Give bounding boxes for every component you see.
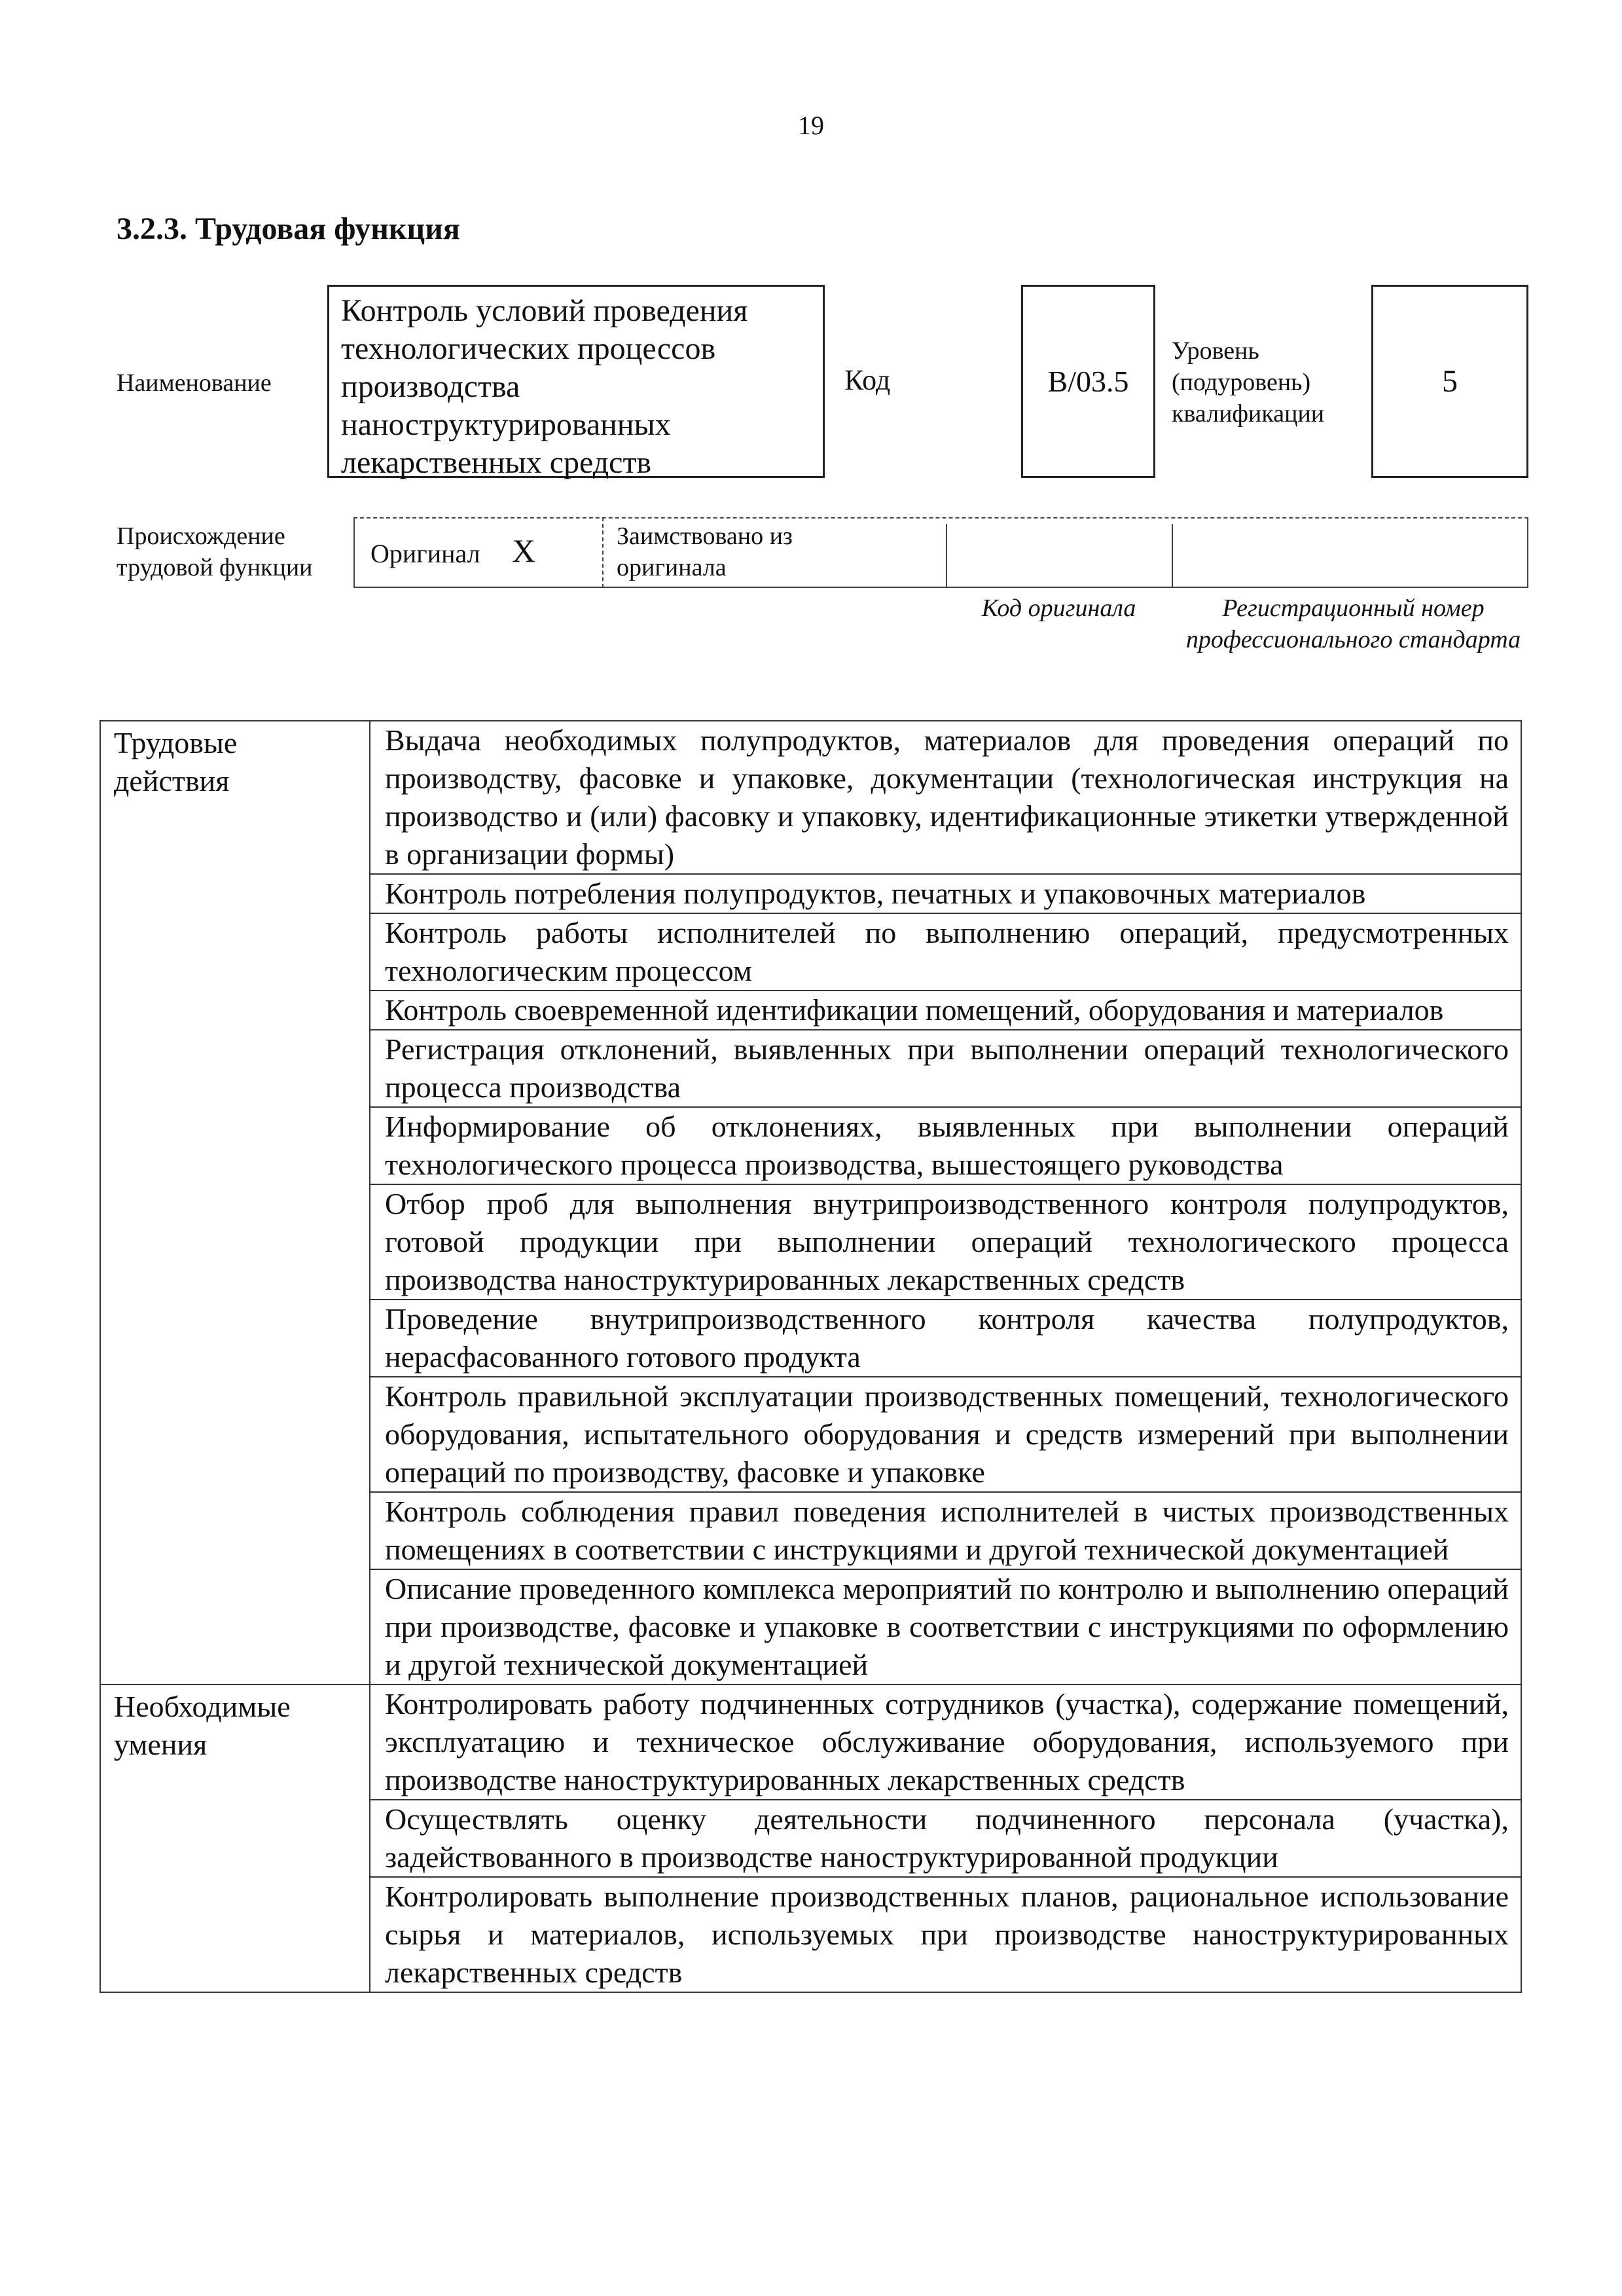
functions-table	[99, 720, 1522, 1993]
origin-divider-3	[1172, 524, 1173, 588]
section-title: 3.2.3. Трудовая функция	[117, 211, 460, 246]
function-name: Контроль условий проведения технологических процессов производства наноструктурированных лекарственных средств	[327, 285, 825, 478]
original-label: Оригинал	[370, 539, 480, 568]
list-item: Выдача необходимых полупродуктов, материалов для проведения операций по производству, фасовке и упаковке, документации (технологическая инструкция на производство и (или) фасовку и упаковку, идентификационные этикетки утвержденной в организации формы)	[370, 721, 1521, 874]
list-item: Описание проведенного комплекса мероприятий по контролю и выполнению операций при производстве, фасовке и упаковке в соответствии с инструкциями по оформлению и другой технической документацией	[370, 1569, 1521, 1685]
list-item: Контроль правильной эксплуатации производственных помещений, технологического оборудования, испытательного оборудования и средств измерений при выполнении операций по производству, фасовке и упаковке	[370, 1377, 1521, 1492]
list-item: Контроль потребления полупродуктов, печатных и упаковочных материалов	[370, 874, 1521, 913]
origin-divider-2	[946, 524, 947, 588]
list-item: Регистрация отклонений, выявленных при выполнении операций технологического процесса производства	[370, 1030, 1521, 1107]
borrowed-label: Заимствовано из оригинала	[617, 522, 793, 581]
list-item: Контролировать выполнение производственных планов, рациональное использование сырья и материалов, используемых при производстве наноструктурированных лекарственных средств	[370, 1877, 1521, 1992]
reg-number-caption: Регистрационный номер профессионального стандарта	[1185, 594, 1521, 653]
code-label: Код	[844, 364, 891, 396]
list-item: Информирование об отклонениях, выявленных при выполнении операций технологического процесса производства, вышестоящего руководства	[370, 1107, 1521, 1184]
code-value: B/03.5	[1021, 285, 1155, 478]
level-label: Уровень (подуровень) квалификации	[1172, 337, 1325, 428]
section-title-actions: Трудовые действия	[100, 721, 370, 1685]
table-row	[100, 1685, 1521, 1800]
name-label: Наименование	[117, 369, 272, 397]
list-item: Контроль своевременной идентификации помещений, оборудования и материалов	[370, 991, 1521, 1030]
list-item: Контроль работы исполнителей по выполнению операций, предусмотренных технологическим процессом	[370, 913, 1521, 991]
origin-divider-1	[602, 517, 604, 588]
origin-label: Происхождение трудовой функции	[117, 522, 313, 581]
original-code-caption: Код оригинала	[981, 594, 1136, 622]
list-item: Осуществлять оценку деятельности подчиненного персонала (участка), задействованного в производстве наноструктурированной продукции	[370, 1800, 1521, 1877]
page-number: 19	[798, 111, 824, 140]
list-item: Контроль соблюдения правил поведения исполнителей в чистых производственных помещениях в соответствии с инструкциями и другой технической документацией	[370, 1492, 1521, 1569]
list-item: Проведение внутрипроизводственного контроля качества полупродуктов, нерасфасованного готового продукта	[370, 1300, 1521, 1377]
list-item: Отбор проб для выполнения внутрипроизводственного контроля полупродуктов, готовой продукции при выполнении операций технологического процесса производства наноструктурированных лекарственных средств	[370, 1184, 1521, 1300]
level-value: 5	[1371, 285, 1528, 478]
section-title-skills: Необходимые умения	[100, 1685, 370, 1992]
list-item: Контролировать работу подчиненных сотрудников (участка), содержание помещений, эксплуатацию и техническое обслуживание оборудования, используемого при производстве наноструктурированных лекарственных средств	[370, 1685, 1521, 1800]
original-mark: X	[512, 532, 536, 569]
table-row	[100, 721, 1521, 874]
